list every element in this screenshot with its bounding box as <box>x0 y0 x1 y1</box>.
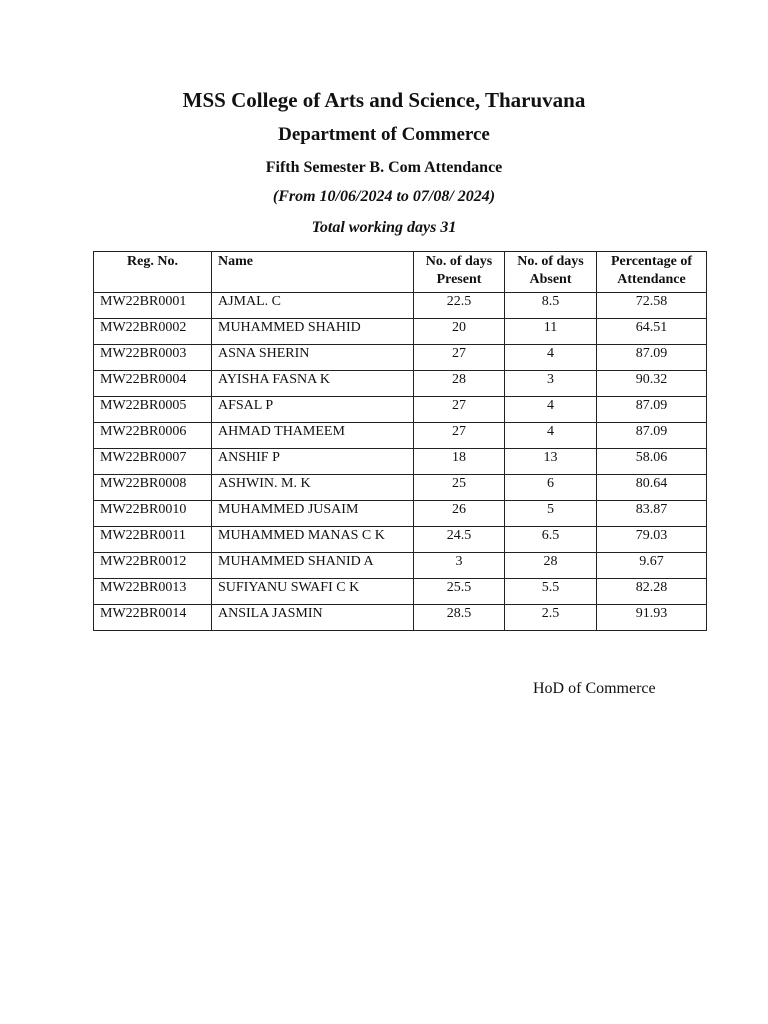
attendance-percentage-cell: 82.28 <box>597 579 707 605</box>
days-present-cell: 22.5 <box>414 293 505 319</box>
attendance-table <box>93 251 707 631</box>
days-absent-cell: 3 <box>505 371 597 397</box>
column-header-percentage: Percentage of Attendance <box>597 252 707 293</box>
days-absent-cell: 28 <box>505 553 597 579</box>
hod-signature-label: HoD of Commerce <box>533 680 656 697</box>
days-absent-cell: 13 <box>505 449 597 475</box>
attendance-percentage-cell: 9.67 <box>597 553 707 579</box>
reg-no-cell: MW22BR0011 <box>94 527 212 553</box>
days-present-cell: 27 <box>414 345 505 371</box>
reg-no-cell: MW22BR0010 <box>94 501 212 527</box>
days-present-cell: 25 <box>414 475 505 501</box>
days-present-cell: 26 <box>414 501 505 527</box>
days-present-cell: 18 <box>414 449 505 475</box>
table-row <box>94 553 707 579</box>
table-row <box>94 527 707 553</box>
reg-no-cell: MW22BR0004 <box>94 371 212 397</box>
student-name-cell: MUHAMMED SHAHID <box>212 319 414 345</box>
table-header-row <box>94 252 707 293</box>
days-present-cell: 24.5 <box>414 527 505 553</box>
attendance-percentage-cell: 72.58 <box>597 293 707 319</box>
attendance-percentage-cell: 80.64 <box>597 475 707 501</box>
working-days: Total working days 31 <box>311 219 457 236</box>
reg-no-cell: MW22BR0001 <box>94 293 212 319</box>
days-absent-cell: 4 <box>505 423 597 449</box>
table-body <box>94 293 707 631</box>
student-name-cell: ASNA SHERIN <box>212 345 414 371</box>
days-present-cell: 28.5 <box>414 605 505 631</box>
table-row <box>94 371 707 397</box>
attendance-percentage-cell: 87.09 <box>597 423 707 449</box>
reg-no-cell: MW22BR0014 <box>94 605 212 631</box>
days-present-cell: 28 <box>414 371 505 397</box>
days-absent-cell: 5.5 <box>505 579 597 605</box>
reg-no-cell: MW22BR0006 <box>94 423 212 449</box>
column-header-days-present: No. of days Present <box>414 252 505 293</box>
days-present-cell: 3 <box>414 553 505 579</box>
table-row <box>94 501 707 527</box>
days-absent-cell: 8.5 <box>505 293 597 319</box>
table-row <box>94 319 707 345</box>
attendance-percentage-cell: 64.51 <box>597 319 707 345</box>
table-row <box>94 423 707 449</box>
reg-no-cell: MW22BR0008 <box>94 475 212 501</box>
reg-no-cell: MW22BR0002 <box>94 319 212 345</box>
column-header-days-absent: No. of days Absent <box>505 252 597 293</box>
student-name-cell: ASHWIN. M. K <box>212 475 414 501</box>
days-absent-cell: 5 <box>505 501 597 527</box>
days-present-cell: 25.5 <box>414 579 505 605</box>
student-name-cell: AYISHA FASNA K <box>212 371 414 397</box>
days-absent-cell: 2.5 <box>505 605 597 631</box>
reg-no-cell: MW22BR0012 <box>94 553 212 579</box>
attendance-percentage-cell: 87.09 <box>597 345 707 371</box>
student-name-cell: SUFIYANU SWAFI C K <box>212 579 414 605</box>
days-present-cell: 20 <box>414 319 505 345</box>
days-absent-cell: 4 <box>505 345 597 371</box>
column-header-reg-no: Reg. No. <box>94 252 212 293</box>
reg-no-cell: MW22BR0005 <box>94 397 212 423</box>
attendance-percentage-cell: 87.09 <box>597 397 707 423</box>
reg-no-cell: MW22BR0013 <box>94 579 212 605</box>
table-row <box>94 449 707 475</box>
table-row <box>94 605 707 631</box>
attendance-percentage-cell: 79.03 <box>597 527 707 553</box>
date-range: (From 10/06/2024 to 07/08/ 2024) <box>272 188 496 205</box>
student-name-cell: AHMAD THAMEEM <box>212 423 414 449</box>
days-absent-cell: 11 <box>505 319 597 345</box>
table-row <box>94 475 707 501</box>
student-name-cell: MUHAMMED SHANID A <box>212 553 414 579</box>
department-title: Department of Commerce <box>278 124 490 145</box>
semester-title: Fifth Semester B. Com Attendance <box>265 159 503 176</box>
reg-no-cell: MW22BR0007 <box>94 449 212 475</box>
table-row <box>94 293 707 319</box>
student-name-cell: MUHAMMED MANAS C K <box>212 527 414 553</box>
student-name-cell: MUHAMMED JUSAIM <box>212 501 414 527</box>
student-name-cell: ANSILA JASMIN <box>212 605 414 631</box>
column-header-name: Name <box>212 252 414 293</box>
student-name-cell: ANSHIF P <box>212 449 414 475</box>
table-row <box>94 397 707 423</box>
days-present-cell: 27 <box>414 423 505 449</box>
attendance-percentage-cell: 90.32 <box>597 371 707 397</box>
college-title: MSS College of Arts and Science, Tharuvana <box>182 88 586 112</box>
attendance-percentage-cell: 91.93 <box>597 605 707 631</box>
attendance-percentage-cell: 58.06 <box>597 449 707 475</box>
student-name-cell: AFSAL P <box>212 397 414 423</box>
days-present-cell: 27 <box>414 397 505 423</box>
reg-no-cell: MW22BR0003 <box>94 345 212 371</box>
table-row <box>94 579 707 605</box>
days-absent-cell: 6.5 <box>505 527 597 553</box>
attendance-percentage-cell: 83.87 <box>597 501 707 527</box>
student-name-cell: AJMAL. C <box>212 293 414 319</box>
days-absent-cell: 4 <box>505 397 597 423</box>
table-row <box>94 345 707 371</box>
days-absent-cell: 6 <box>505 475 597 501</box>
